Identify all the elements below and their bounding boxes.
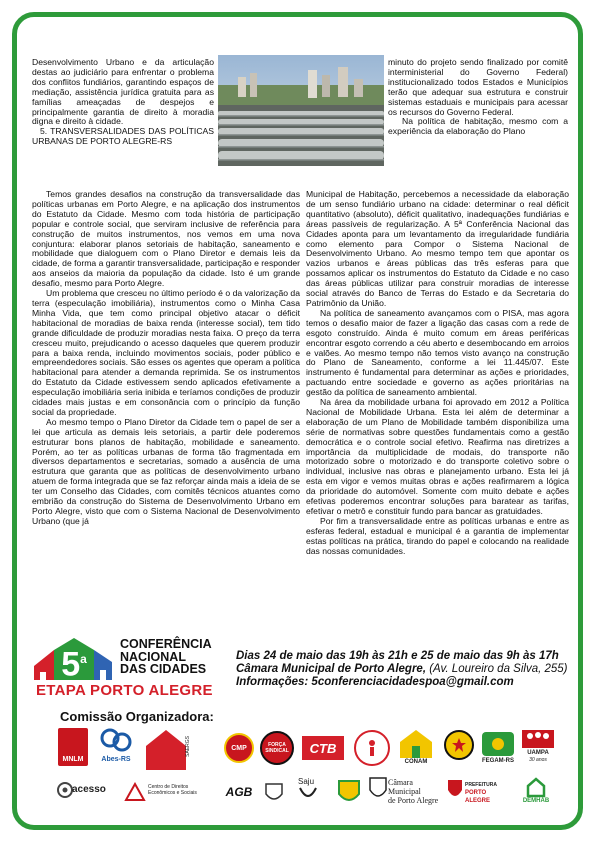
conference-line3: DAS CIDADES [120, 662, 207, 676]
paragraph: Um problema que cresceu no último período é o da valorização da terra (especulação imobiliária), instrumentos como o Minha Casa Minha Vida, que tem como principal objetivo atacar o déficit habitacional de moradias de baixa renda (interesse social), tem tido grande dificuldade de produzir moradias nesta faixa. O preço da terra cresceu muito, prejudicando o acesso daqueles que querem produzir para a baixa renda, incluindo movimentos sociais, poder público e empreendedores sociais. São esses os agentes que operam a política habitacional para atender a demanda reprimida. Se os instrumentos do Estatuto da Cidade estivessem sendo aplicados efetivamente a especulação imobiliária seria inibida e teríamos condições de produzir cidades mais justas e em consonância com o princípio da função social da propriedade. [32, 288, 301, 417]
uampa-hands-icon [520, 726, 556, 750]
cmp-logo [224, 733, 254, 763]
abes-label: Abes-RS [101, 756, 131, 763]
right-column-text [306, 190, 569, 557]
uampa-logo [520, 726, 556, 770]
event-dates: Dias 24 de maio das 19h às 21h e 25 de maio das 9h às 17h [236, 650, 559, 662]
paragraph: Na área da mobilidade urbana foi aprovado em 2012 a Política Nacional de Mobilidade Urbana. Esta lei além de determinar a elaboração de um Plano de Mobilidade também disponibiliza uma série de normativas sobre questões fundamentais como a gestão democrática e o controle social efetivo. Reafirma nas diretrizes a importância da multiplicidade de modais, do transporte não motorizado sobre o motorizado e do transporte coletivo sobre o individual, inclusive nas obras e planejamento urbano. Esta lei já esta em vigor e vemos muitas obras e ações reafirmarem a lógica da prioridade do automóvel. Somente com muito debate e ações efetivas poderemos encontrar soluções para baratear as tarifas, efetivar o metrô e constituir fundo para bancar as gratuidades. [306, 397, 569, 516]
right-top-text [388, 58, 568, 137]
forca-sindical-logo [260, 731, 294, 765]
saju-logo [296, 774, 320, 808]
conference-stage: ETAPA PORTO ALEGRE [36, 682, 213, 699]
event-info-label: Informações: [236, 676, 309, 688]
conam-house-icon [396, 726, 436, 760]
saju-mark-icon [296, 774, 320, 808]
saergs-label: SAERGS [185, 736, 191, 757]
camara-line1: Câmara Municipal [388, 778, 421, 796]
prefeitura-text [465, 781, 502, 805]
paragraph: Desenvolvimento Urbano e da articulação destas ao judiciário para enfrentar o problema dos conflitos fundiários, garantindo espaços de mediação, assistência jurídica gratuita para as famílias ameaçadas de despejos e principalmente garantia de direito à moradia digna e direito à cidade. [32, 57, 214, 127]
conference-name [120, 638, 212, 676]
mnlm-logo [58, 728, 88, 766]
small-emblem-logo [264, 782, 284, 804]
abes-mark-icon [96, 728, 136, 756]
conference-line2: NACIONAL [120, 649, 186, 664]
star-icon [451, 737, 467, 753]
cdes-label: Centro de Direitos Econômicos e Sociais [148, 784, 197, 796]
event-address: (Av. Loureiro da Silva, 255) [429, 663, 568, 675]
acesso-logo [56, 781, 116, 805]
conam-label: CONAM [404, 759, 428, 765]
fegam-mark-icon [480, 728, 516, 758]
paragraph: minuto do projeto sendo finalizado por comitê interministerial do Governo Federal) institucionalizado todos Estados e Municípios terão que adequar sua estrutura e construir sistemas estaduais e municipais para acessar os recursos do Governo Federal. [388, 57, 568, 117]
prefeitura-crest-icon [446, 778, 464, 802]
demhab-label: DEMHAB [522, 798, 550, 804]
svg-text:Saju: Saju [298, 777, 315, 786]
paragraph: Municipal de Habitação, percebemos a necessidade da elaboração de um senso fundiário urbano na cidade: determinar o real déficit quantitativo (absoluto), déficit qualitativo, inadequações fundiárias e áreas passíveis de regularização. A 5ª Conferência Nacional das Cidades aponta para um levantamento da irregularidade fundiária como elemento para Compor o Sistema Nacional de Desenvolvimento Urbano. Ao mesmo tempo tem que apontar os vazios urbanos e áreas públicas das três esferas para que possamos aplicar os instrumentos do Estatuto da Cidade e no caso das áreas públicas utilizar para construir moradias de interesse social através do Banco de Terras do Estado e da Secretaria do Patrimônio da União. [306, 189, 569, 308]
city-photo [218, 55, 384, 166]
conference-line1: CONFERÊNCIA [120, 637, 212, 651]
forca-label: FORÇA SINDICAL [265, 742, 289, 754]
saergs-logo [146, 730, 194, 770]
comissao-title: Comissão Organizadora: [60, 709, 214, 724]
event-email: 5conferenciacidadespoa@gmail.com [311, 676, 514, 688]
cdes-logo [124, 782, 208, 804]
camara-line2: de Porto Alegre [388, 796, 439, 805]
uampa-sublabel: 30 anos [529, 757, 547, 763]
fegam-label: FEGAM-RS [482, 758, 514, 764]
demhab-logo [516, 776, 556, 808]
section-heading: 5. TRANSVERSALIDADES DAS POLÍTICAS URBANAS DE PORTO ALEGRE-RS [32, 126, 214, 147]
paragraph: Temos grandes desafios na construção da transversalidade das políticas urbanas em Porto Alegre, e na aplicação dos instrumentos do Estatuto da Cidade. Mesmo com toda história de participação popular e controle social, que serviram inclusive de referência para construção de muitos instrumentos, nos vemos em uma nova conjuntura: elaborar planos setoriais de habitação, saneamento e mobilidade que dialoguem com o Plano Diretor e demais leis da cidade, de forma a garantir transversalidade, participação e responder aos anseios da maioria da população da cidade. Isto é um grande desafio, mesmo para Porto Alegre. [32, 189, 300, 289]
paragraph: Na política de saneamento avançamos com o PISA, mas agora temos o desafio maior de fazer a ligação das casas com a rede de esgoto construído. Ainda é muito comum em áreas periféricas encontrar esgoto correndo a céu aberto e desembocando em arroios e valões. Ao mesmo tempo não temos visto avanço na construção do Plano de Saneamento, conforme a lei 11.445/07. Este instrumento é fundamental para determinar as ações e prioridades, pactuando entre sociedade e governo as ações prioritárias na gestão da política de saneamento ambiental. [306, 307, 569, 398]
cmp-label: CMP [231, 744, 247, 752]
ctb-label: CTB [309, 740, 337, 756]
emblem-logo [444, 730, 474, 760]
city-photo-image [218, 55, 384, 166]
prefeitura-logo [446, 778, 502, 806]
cdes-mark-icon [124, 782, 146, 802]
agb-label: AGB [225, 785, 253, 799]
ordinal: a [80, 652, 87, 666]
event-info [236, 650, 576, 689]
conference-numeral [54, 640, 94, 683]
shield-icon [264, 782, 284, 804]
event-venue: Câmara Municipal de Porto Alegre, [236, 663, 427, 675]
camara-crest-icon [368, 776, 388, 802]
numeral: 5 [61, 645, 81, 684]
acesso-label: acesso [72, 784, 106, 795]
prefeitura-line1: PREFEITURA [465, 782, 497, 788]
agb-logo [218, 782, 260, 802]
paragraph: Ao mesmo tempo o Plano Diretor da Cidade tem o papel de ser a lei que articula as demais leis setoriais, a partir dele poderemos estruturar bons planos de habitação, mobilidade e saneamento. Porém, ao ter as políticas urbanas de forma tão fragmentada em diversos departamentos e secretarias, somado a ausência de uma estrutura que garanta que as políticas de desenvolvimento urbano atuem de forma integrada que se faz reforçar ainda mais a ideia de se ter um Conselho das Cidades, com comitês técnicos atuantes como embrião da construção do Sistema de Desenvolvimento Urbano em Porto Alegre, visto que com o Sistema Nacional de Desenvolvimento Urbano (que já [32, 416, 300, 526]
paragraph: Na política de habitação, mesmo com a experiência da elaboração do Plano [388, 116, 568, 137]
crest-icon [336, 778, 362, 806]
fegam-logo [480, 728, 516, 768]
figure-icon [362, 738, 382, 758]
demhab-house-icon [516, 776, 556, 798]
abes-logo [96, 728, 136, 768]
camara-logo [368, 776, 440, 806]
circle-logo [354, 730, 390, 766]
left-top-text [32, 58, 214, 147]
mnlm-label: MNLM [62, 756, 84, 763]
conference-logo [32, 636, 222, 702]
prefeitura-line2: PORTO ALEGRE [465, 790, 491, 804]
ctb-logo [302, 736, 344, 760]
paragraph: Por fim a transversalidade entre as políticas urbanas e entre as esferas federal, estadual e municipal é a garantia de implementar estas políticas na prática, tirando do papel e colocando na realidade das nossas comunidades. [306, 515, 569, 556]
crest-logo [336, 778, 362, 806]
camara-text [388, 778, 440, 805]
conam-logo [396, 726, 436, 770]
uampa-label: UAMPA [527, 750, 549, 756]
left-column-text [32, 190, 300, 527]
